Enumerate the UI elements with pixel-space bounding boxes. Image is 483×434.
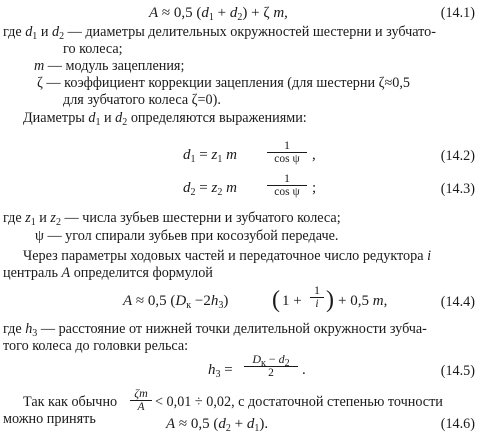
- equation-14-4-one-plus: 1 +: [282, 293, 302, 309]
- fraction-1-over-i: 1 i: [310, 284, 324, 311]
- paragraph-since-usually-continued: < 0,01 ÷ 0,02, с достаточной степенью точности: [155, 394, 443, 410]
- definition-zeta: ζ — коэффициент коррекции зацепления (для шестерни ζ≈0,5: [37, 75, 410, 91]
- equation-14-6: A ≈ 0,5 $(d_2 + d_1)$.: [166, 416, 269, 434]
- fraction-zeta-m-over-A: ζm A: [130, 387, 152, 414]
- paragraph-since-usually: Так как обычно: [23, 394, 118, 410]
- big-open-paren: (: [272, 287, 280, 313]
- equation-number-14-1: (14.1): [440, 5, 475, 21]
- equation-14-3: $d_2 = z_2$ m: [183, 180, 237, 198]
- paragraph-can-assume: можно принять: [3, 411, 96, 427]
- equation-14-2: $d_1 = z_1$ m: [183, 147, 237, 165]
- fraction-1-over-cos-psi: 1 cos ψ: [267, 172, 307, 199]
- definition-z1-z2: где $z_1$ и $z_2$ — числа зубьев шестерни и зубчатого колеса;: [3, 210, 341, 228]
- equation-14-1: A ≈ 0,5 $(d_1 + d_2) + \zeta$ m,: [149, 5, 288, 23]
- definition-zeta-continued: для зубчатого колеса ζ=0).: [63, 92, 221, 108]
- definition-d1-d2: где $d_1$ и $d_2$ — диаметры делительных окружностей шестерни и зубчато-: [3, 24, 436, 42]
- fraction-1-over-cos-psi: 1 cos ψ: [267, 139, 307, 166]
- equation-14-4-tail: + 0,5 m,: [338, 293, 388, 309]
- definition-m: m — модуль зацепления;: [34, 58, 185, 74]
- equation-number-14-5: (14.5): [440, 363, 475, 379]
- paragraph-through-parameters-line-2: централь A определится формулой: [3, 265, 213, 281]
- equation-number-14-2: (14.2): [440, 148, 475, 164]
- equation-number-14-4: (14.4): [440, 294, 475, 310]
- equation-number-14-6: (14.6): [440, 416, 475, 432]
- equation-number-14-3: (14.3): [440, 181, 475, 197]
- equation-14-3-tail: ;: [312, 180, 317, 196]
- equation-14-4: A ≈ 0,5 $(D_к -2h_3)$: [123, 293, 229, 311]
- big-close-paren: ): [326, 287, 334, 313]
- fraction-dk-minus-d2-over-2: $D_к - d_2$ 2: [244, 353, 298, 380]
- equation-14-5: $h_3$ =: [208, 362, 233, 380]
- definition-d1-d2-continued: го колеса;: [63, 41, 123, 57]
- diameters-intro: Диаметры $d_1$ и $d_2$ определяются выражениями:: [23, 110, 307, 128]
- definition-psi: ψ — угол спирали зубьев при косозубой передаче.: [35, 228, 339, 244]
- equation-14-5-tail: .: [302, 362, 306, 378]
- definition-h3-continued: того колеса до головки рельса:: [3, 338, 189, 354]
- equation-14-2-tail: ,: [312, 147, 316, 163]
- definition-h3: где $h_3$ — расстояние от нижней точки делительной окружности зубча-: [3, 321, 427, 339]
- paragraph-through-parameters: Через параметры ходовых частей и передаточное число редуктора i: [23, 248, 432, 264]
